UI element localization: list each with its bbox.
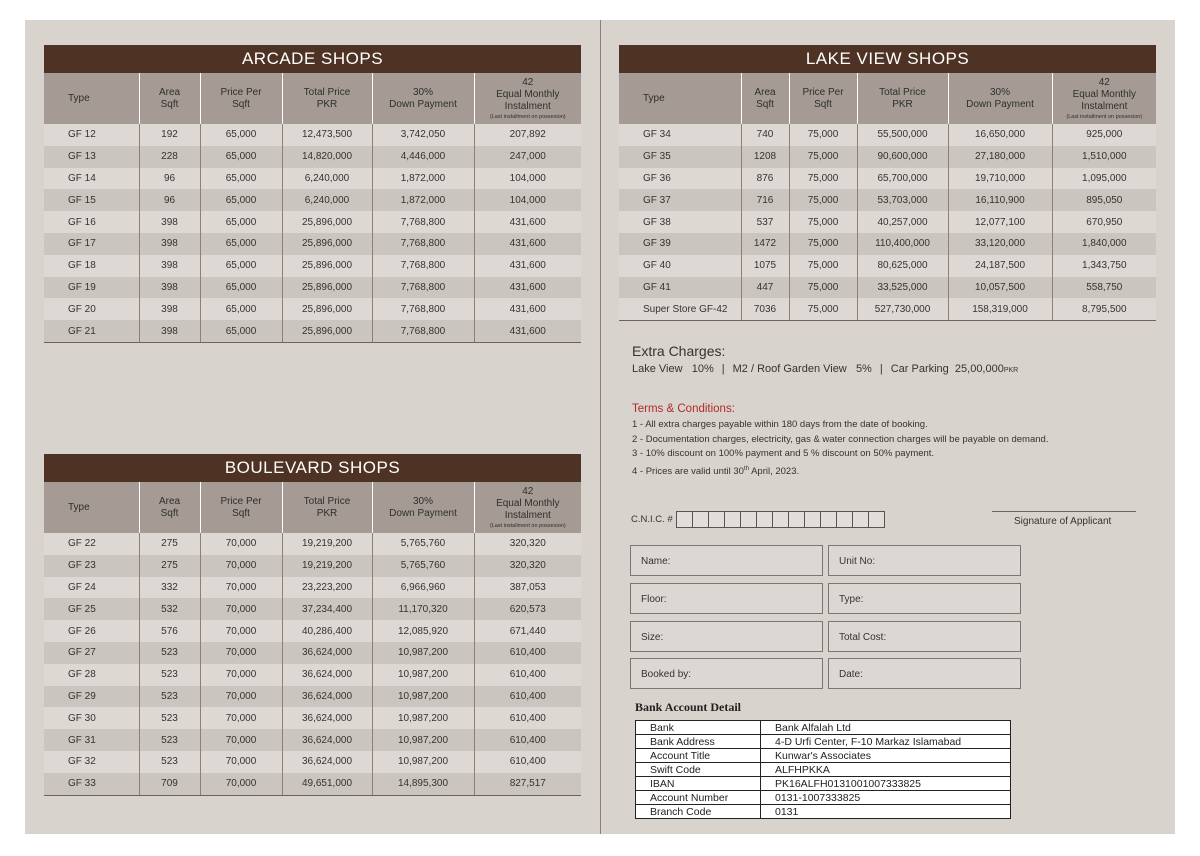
type-field[interactable]: Type:	[828, 583, 1021, 614]
table-row	[44, 168, 581, 190]
table-row	[44, 664, 581, 686]
table-row	[44, 533, 581, 555]
table-cell: 398	[139, 211, 200, 233]
table-row	[619, 233, 1156, 255]
table-cell: 96	[139, 189, 200, 211]
table-cell: 398	[139, 298, 200, 320]
table-cell: 398	[139, 233, 200, 255]
table-row	[619, 211, 1156, 233]
table-cell: 5,765,760	[372, 533, 474, 555]
lake-view-shops-table	[619, 45, 1156, 321]
table-cell: 10,987,200	[372, 729, 474, 751]
table-cell: GF 25	[44, 598, 139, 620]
table-cell: 70,000	[200, 751, 282, 773]
table-row	[44, 707, 581, 729]
table-cell: 96	[139, 168, 200, 190]
table-cell: 10,057,500	[948, 277, 1052, 299]
table-cell: 70,000	[200, 642, 282, 664]
table-header-row	[44, 482, 581, 533]
table-cell: 620,573	[474, 598, 581, 620]
table-cell: 523	[139, 707, 200, 729]
table-cell: 4,446,000	[372, 146, 474, 168]
table-cell: 25,896,000	[282, 255, 372, 277]
table-cell: 558,750	[1052, 277, 1156, 299]
table-row	[619, 298, 1156, 320]
table-row	[619, 124, 1156, 146]
signature-line[interactable]	[992, 511, 1136, 512]
table-cell: GF 39	[619, 233, 741, 255]
table-cell: GF 28	[44, 664, 139, 686]
unit-no-field[interactable]: Unit No:	[828, 545, 1021, 576]
table-cell: 1208	[741, 146, 789, 168]
table-cell: 398	[139, 255, 200, 277]
booked-by-field[interactable]: Booked by:	[630, 658, 823, 689]
table-cell: 11,170,320	[372, 598, 474, 620]
table-cell: 876	[741, 168, 789, 190]
table-cell: 1,872,000	[372, 189, 474, 211]
col-monthly-instalment: 42 Equal Monthly Instalment (Last installment on possesion)	[1052, 73, 1156, 124]
table-cell: 75,000	[789, 189, 857, 211]
name-field[interactable]: Name:	[630, 545, 823, 576]
table-cell: 1075	[741, 255, 789, 277]
total-cost-field[interactable]: Total Cost:	[828, 621, 1021, 652]
table-cell: 23,223,200	[282, 577, 372, 599]
table-row	[619, 189, 1156, 211]
table-cell: 431,600	[474, 255, 581, 277]
col-area: Area Sqft	[139, 482, 200, 533]
table-cell: 7036	[741, 298, 789, 320]
table-cell: 332	[139, 577, 200, 599]
table-cell: 40,286,400	[282, 620, 372, 642]
col-area: Area Sqft	[139, 73, 200, 124]
table-row	[44, 577, 581, 599]
table-row	[44, 686, 581, 708]
table-cell: 6,966,960	[372, 577, 474, 599]
table-cell: GF 30	[44, 707, 139, 729]
table-cell: 7,768,800	[372, 255, 474, 277]
table-row	[44, 555, 581, 577]
table-cell: 33,120,000	[948, 233, 1052, 255]
table-cell: GF 17	[44, 233, 139, 255]
table-cell: 65,000	[200, 211, 282, 233]
bank-field-label: Bank	[636, 721, 761, 735]
table-cell: GF 13	[44, 146, 139, 168]
table-cell: 65,000	[200, 146, 282, 168]
table-cell: 33,525,000	[857, 277, 948, 299]
bank-field-label: IBAN	[636, 777, 761, 791]
date-field[interactable]: Date:	[828, 658, 1021, 689]
table-cell: GF 41	[619, 277, 741, 299]
table-cell: 192	[139, 124, 200, 146]
table-cell: 1,095,000	[1052, 168, 1156, 190]
table-cell: 70,000	[200, 555, 282, 577]
extra-charges-line: Lake View 10% | M2 / Roof Garden View 5% | Car Parking 25,00,000PKR	[632, 363, 1019, 375]
table-cell: 1,840,000	[1052, 233, 1156, 255]
table-cell: 70,000	[200, 686, 282, 708]
table-cell: 19,710,000	[948, 168, 1052, 190]
table-cell: 1,872,000	[372, 168, 474, 190]
table-cell: 25,896,000	[282, 277, 372, 299]
table-cell: 16,650,000	[948, 124, 1052, 146]
table-cell: 610,400	[474, 664, 581, 686]
table-cell: GF 36	[619, 168, 741, 190]
cnic-boxes[interactable]	[677, 511, 885, 528]
terms-item: 3 - 10% discount on 100% payment and 5 % discount on 50% payment.	[632, 448, 935, 459]
table-cell: 12,085,920	[372, 620, 474, 642]
table-cell: GF 22	[44, 533, 139, 555]
table-cell: 320,320	[474, 555, 581, 577]
table-cell: 431,600	[474, 211, 581, 233]
table-cell: 70,000	[200, 598, 282, 620]
table-cell: 10,987,200	[372, 686, 474, 708]
table-cell: 70,000	[200, 577, 282, 599]
table-cell: 537	[741, 211, 789, 233]
bank-field-label: Account Title	[636, 749, 761, 763]
table-cell: 75,000	[789, 168, 857, 190]
table-cell: 55,500,000	[857, 124, 948, 146]
table-cell: 65,700,000	[857, 168, 948, 190]
bank-account-heading: Bank Account Detail	[635, 700, 742, 714]
table-cell: 14,895,300	[372, 773, 474, 795]
table-cell: 70,000	[200, 773, 282, 795]
table-cell: 320,320	[474, 533, 581, 555]
table-cell: 1472	[741, 233, 789, 255]
bank-field-label: Account Number	[636, 791, 761, 805]
table-cell: GF 32	[44, 751, 139, 773]
table-row	[619, 277, 1156, 299]
table-cell: 65,000	[200, 168, 282, 190]
table-cell: 523	[139, 729, 200, 751]
table-cell: 398	[139, 277, 200, 299]
table-cell: 16,110,900	[948, 189, 1052, 211]
bank-row	[636, 749, 1011, 763]
table-cell: 431,600	[474, 277, 581, 299]
table-cell: GF 19	[44, 277, 139, 299]
table-cell: 895,050	[1052, 189, 1156, 211]
table-cell: 532	[139, 598, 200, 620]
table-cell: 37,234,400	[282, 598, 372, 620]
bank-field-value: Kunwar's Associates	[761, 749, 1011, 763]
table-cell: 10,987,200	[372, 664, 474, 686]
table-cell: GF 16	[44, 211, 139, 233]
table-cell: 75,000	[789, 277, 857, 299]
table-cell: 36,624,000	[282, 751, 372, 773]
table-cell: GF 21	[44, 320, 139, 342]
table-cell: 670,950	[1052, 211, 1156, 233]
table-cell: 7,768,800	[372, 298, 474, 320]
col-total-price: Total Price PKR	[857, 73, 948, 124]
table-cell: 104,000	[474, 168, 581, 190]
table-cell: 19,219,200	[282, 533, 372, 555]
table-cell: 1,343,750	[1052, 255, 1156, 277]
table-cell: GF 15	[44, 189, 139, 211]
table-cell: 53,703,000	[857, 189, 948, 211]
table-cell: 70,000	[200, 729, 282, 751]
table-cell: GF 40	[619, 255, 741, 277]
table-cell: 70,000	[200, 620, 282, 642]
table-cell: 90,600,000	[857, 146, 948, 168]
table-cell: 523	[139, 642, 200, 664]
table-cell: 25,896,000	[282, 320, 372, 342]
bank-field-value: PK16ALFH0131001007333825	[761, 777, 1011, 791]
table-header-row	[44, 73, 581, 124]
col-price-per-sqft: Price Per Sqft	[200, 482, 282, 533]
cnic-field[interactable]	[631, 511, 885, 528]
table-cell: 49,651,000	[282, 773, 372, 795]
arcade-shops-table	[44, 45, 581, 343]
table-cell: 25,896,000	[282, 298, 372, 320]
table-cell: 104,000	[474, 189, 581, 211]
table-cell: 610,400	[474, 686, 581, 708]
col-type: Type	[44, 73, 139, 124]
bank-field-value: 0131-1007333825	[761, 791, 1011, 805]
page-fold-line	[600, 20, 601, 834]
table-cell: GF 27	[44, 642, 139, 664]
table-cell: 36,624,000	[282, 642, 372, 664]
table-cell: 75,000	[789, 233, 857, 255]
table-cell: 75,000	[789, 211, 857, 233]
col-price-per-sqft: Price Per Sqft	[200, 73, 282, 124]
bank-field-label: Branch Code	[636, 805, 761, 819]
table-cell: 527,730,000	[857, 298, 948, 320]
table-cell: 7,768,800	[372, 277, 474, 299]
table-cell: 431,600	[474, 233, 581, 255]
table-cell: 14,820,000	[282, 146, 372, 168]
table-cell: 65,000	[200, 277, 282, 299]
table-cell: GF 38	[619, 211, 741, 233]
table-row	[44, 189, 581, 211]
table-cell: 447	[741, 277, 789, 299]
col-type: Type	[619, 73, 741, 124]
table-cell: 431,600	[474, 298, 581, 320]
table-row	[44, 598, 581, 620]
table-cell: 40,257,000	[857, 211, 948, 233]
col-type: Type	[44, 482, 139, 533]
bank-field-value: ALFHPKKA	[761, 763, 1011, 777]
table-row	[44, 642, 581, 664]
table-cell: 24,187,500	[948, 255, 1052, 277]
bank-field-label: Swift Code	[636, 763, 761, 777]
table-cell: 671,440	[474, 620, 581, 642]
table-row	[44, 146, 581, 168]
table-cell: 740	[741, 124, 789, 146]
table-cell: 610,400	[474, 642, 581, 664]
table-row	[44, 255, 581, 277]
table-cell: 10,987,200	[372, 707, 474, 729]
table-cell: 7,768,800	[372, 211, 474, 233]
table-title: LAKE VIEW SHOPS	[619, 45, 1156, 73]
bank-row	[636, 777, 1011, 791]
bank-row	[636, 791, 1011, 805]
table-cell: 7,768,800	[372, 320, 474, 342]
table-cell: 25,896,000	[282, 211, 372, 233]
bank-field-value: Bank Alfalah Ltd	[761, 721, 1011, 735]
table-cell: 925,000	[1052, 124, 1156, 146]
floor-field[interactable]: Floor:	[630, 583, 823, 614]
table-cell: GF 29	[44, 686, 139, 708]
extra-charges-heading: Extra Charges:	[632, 343, 726, 359]
table-cell: GF 26	[44, 620, 139, 642]
table-cell: 75,000	[789, 255, 857, 277]
col-monthly-instalment: 42 Equal Monthly Instalment (Last installment on possesion)	[474, 73, 581, 124]
table-row	[44, 124, 581, 146]
table-cell: 6,240,000	[282, 168, 372, 190]
table-cell: GF 24	[44, 577, 139, 599]
table-cell: 65,000	[200, 189, 282, 211]
signature-label: Signature of Applicant	[1014, 516, 1112, 527]
bank-row	[636, 805, 1011, 819]
table-cell: 75,000	[789, 146, 857, 168]
col-down-payment: 30% Down Payment	[372, 482, 474, 533]
table-cell: 19,219,200	[282, 555, 372, 577]
terms-item: 2 - Documentation charges, electricity, gas & water connection charges will be payable on demand.	[632, 433, 1049, 445]
table-cell: 716	[741, 189, 789, 211]
table-cell: 80,625,000	[857, 255, 948, 277]
bank-field-label: Bank Address	[636, 735, 761, 749]
table-row	[619, 146, 1156, 168]
col-total-price: Total Price PKR	[282, 482, 372, 533]
table-row	[44, 773, 581, 795]
table-row	[44, 620, 581, 642]
bank-account-table	[635, 720, 1011, 819]
table-cell: 36,624,000	[282, 729, 372, 751]
table-cell: 523	[139, 686, 200, 708]
table-cell: GF 20	[44, 298, 139, 320]
table-row	[44, 211, 581, 233]
table-row	[44, 751, 581, 773]
table-cell: 75,000	[789, 298, 857, 320]
table-row	[44, 320, 581, 342]
table-cell: 12,077,100	[948, 211, 1052, 233]
bank-row	[636, 763, 1011, 777]
col-price-per-sqft: Price Per Sqft	[789, 73, 857, 124]
table-row	[44, 298, 581, 320]
table-cell: 523	[139, 664, 200, 686]
table-cell: 5,765,760	[372, 555, 474, 577]
table-cell: GF 33	[44, 773, 139, 795]
table-cell: GF 18	[44, 255, 139, 277]
table-cell: 1,510,000	[1052, 146, 1156, 168]
bank-row	[636, 721, 1011, 735]
table-cell: Super Store GF-42	[619, 298, 741, 320]
table-cell: GF 14	[44, 168, 139, 190]
bank-field-value: 4-D Urfi Center, F-10 Markaz Islamabad	[761, 735, 1011, 749]
table-cell: 610,400	[474, 707, 581, 729]
terms-heading: Terms & Conditions:	[632, 403, 735, 415]
table-cell: GF 23	[44, 555, 139, 577]
table-cell: 10,987,200	[372, 751, 474, 773]
terms-and-conditions	[632, 403, 1048, 479]
table-cell: 3,742,050	[372, 124, 474, 146]
table-title: ARCADE SHOPS	[44, 45, 581, 73]
table-cell: 25,896,000	[282, 233, 372, 255]
table-header-row	[619, 73, 1156, 124]
table-row	[44, 233, 581, 255]
terms-item: 1 - All extra charges payable within 180 days from the date of booking.	[632, 419, 928, 430]
table-cell: 27,180,000	[948, 146, 1052, 168]
table-cell: 387,053	[474, 577, 581, 599]
table-cell: GF 34	[619, 124, 741, 146]
table-cell: 610,400	[474, 729, 581, 751]
boulevard-shops-table	[44, 454, 581, 796]
table-cell: 70,000	[200, 533, 282, 555]
col-down-payment: 30% Down Payment	[372, 73, 474, 124]
table-cell: 65,000	[200, 298, 282, 320]
size-field[interactable]: Size:	[630, 621, 823, 652]
table-cell: 576	[139, 620, 200, 642]
table-row	[44, 729, 581, 751]
table-cell: 158,319,000	[948, 298, 1052, 320]
bank-row	[636, 735, 1011, 749]
table-cell: 110,400,000	[857, 233, 948, 255]
table-cell: 10,987,200	[372, 642, 474, 664]
table-cell: 523	[139, 751, 200, 773]
table-cell: GF 37	[619, 189, 741, 211]
table-cell: 36,624,000	[282, 707, 372, 729]
col-monthly-instalment: 42 Equal Monthly Instalment (Last installment on possesion)	[474, 482, 581, 533]
table-cell: 275	[139, 555, 200, 577]
table-cell: 36,624,000	[282, 664, 372, 686]
table-cell: 36,624,000	[282, 686, 372, 708]
table-cell: GF 12	[44, 124, 139, 146]
table-cell: 827,517	[474, 773, 581, 795]
col-total-price: Total Price PKR	[282, 73, 372, 124]
table-cell: 398	[139, 320, 200, 342]
table-row	[44, 277, 581, 299]
table-cell: 12,473,500	[282, 124, 372, 146]
table-cell: 75,000	[789, 124, 857, 146]
table-cell: 70,000	[200, 707, 282, 729]
table-cell: 8,795,500	[1052, 298, 1156, 320]
table-cell: GF 35	[619, 146, 741, 168]
table-cell: 247,000	[474, 146, 581, 168]
table-cell: 70,000	[200, 664, 282, 686]
table-cell: 65,000	[200, 233, 282, 255]
table-cell: 65,000	[200, 255, 282, 277]
table-row	[619, 255, 1156, 277]
table-cell: 275	[139, 533, 200, 555]
col-down-payment: 30% Down Payment	[948, 73, 1052, 124]
table-cell: 6,240,000	[282, 189, 372, 211]
table-cell: 228	[139, 146, 200, 168]
table-title: BOULEVARD SHOPS	[44, 454, 581, 482]
table-cell: 610,400	[474, 751, 581, 773]
col-area: Area Sqft	[741, 73, 789, 124]
table-cell: 65,000	[200, 320, 282, 342]
table-cell: 709	[139, 773, 200, 795]
table-cell: 207,892	[474, 124, 581, 146]
table-cell: 65,000	[200, 124, 282, 146]
cnic-label: C.N.I.C. #	[631, 514, 673, 525]
table-cell: 431,600	[474, 320, 581, 342]
terms-item: 4 - Prices are valid until 30th April, 2023.	[632, 465, 800, 477]
table-cell: GF 31	[44, 729, 139, 751]
table-row	[619, 168, 1156, 190]
extra-charges	[632, 343, 1018, 375]
bank-field-value: 0131	[761, 805, 1011, 819]
table-cell: 7,768,800	[372, 233, 474, 255]
